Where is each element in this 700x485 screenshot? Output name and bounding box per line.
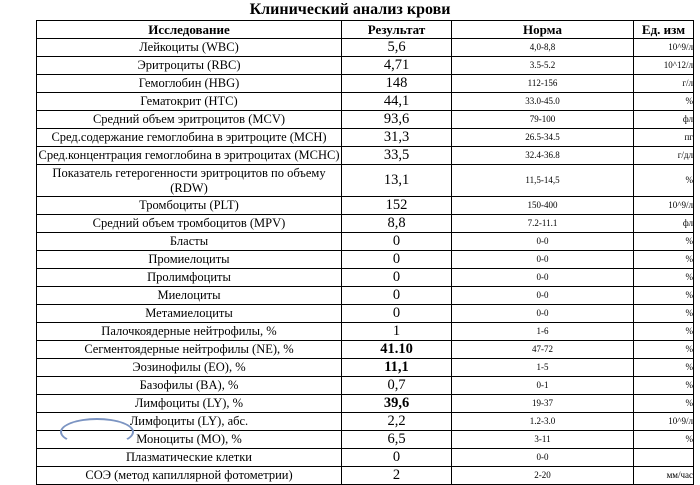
header-norm: Норма	[452, 21, 634, 39]
test-name: Метамиелоциты	[37, 305, 342, 323]
test-result: 0	[342, 269, 452, 287]
test-result: 93,6	[342, 111, 452, 129]
test-name: Показатель гетерогенности эритроцитов по объему (RDW)	[37, 165, 342, 197]
test-name: Плазматические клетки	[37, 449, 342, 467]
test-unit: 10^9/л	[634, 197, 694, 215]
test-name: Эозинофилы (EO), %	[37, 359, 342, 377]
test-result: 13,1	[342, 165, 452, 197]
header-unit: Ед. изм	[634, 21, 694, 39]
test-unit: %	[634, 165, 694, 197]
test-norm: 2-20	[452, 467, 634, 485]
test-norm: 0-0	[452, 449, 634, 467]
test-unit: г/л	[634, 75, 694, 93]
test-name: Промиелоциты	[37, 251, 342, 269]
test-name: Эритроциты (RBC)	[37, 57, 342, 75]
test-unit: %	[634, 287, 694, 305]
test-norm: 112-156	[452, 75, 634, 93]
test-name: Лейкоциты (WBC)	[37, 39, 342, 57]
table-row	[37, 359, 694, 377]
test-unit: %	[634, 233, 694, 251]
test-norm: 0-0	[452, 287, 634, 305]
test-name: Миелоциты	[37, 287, 342, 305]
test-norm: 7.2-11.1	[452, 215, 634, 233]
table-row	[37, 93, 694, 111]
test-name: Лимфоциты (LY), абс.	[37, 413, 342, 431]
test-result: 6,5	[342, 431, 452, 449]
test-result: 0	[342, 251, 452, 269]
test-norm: 1.2-3.0	[452, 413, 634, 431]
test-result: 31,3	[342, 129, 452, 147]
test-unit: %	[634, 251, 694, 269]
test-norm: 0-0	[452, 305, 634, 323]
stamp-seal	[60, 418, 134, 446]
test-norm: 47-72	[452, 341, 634, 359]
test-result: 2,2	[342, 413, 452, 431]
test-result: 0	[342, 449, 452, 467]
test-norm: 0-1	[452, 377, 634, 395]
table-row	[37, 431, 694, 449]
test-unit: %	[634, 359, 694, 377]
table-row	[37, 165, 694, 197]
test-result: 11,1	[342, 359, 452, 377]
table-row	[37, 147, 694, 165]
test-name: Пролимфоциты	[37, 269, 342, 287]
test-unit: мм/час	[634, 467, 694, 485]
report-title: Клинический анализ крови	[249, 1, 451, 18]
test-name: Сред.содержание гемоглобина в эритроците (MCH)	[37, 129, 342, 147]
table-row	[37, 197, 694, 215]
table-row	[37, 251, 694, 269]
test-result: 39,6	[342, 395, 452, 413]
test-unit: пг	[634, 129, 694, 147]
test-norm: 19-37	[452, 395, 634, 413]
test-result: 5,6	[342, 39, 452, 57]
test-unit: 10^9/л	[634, 413, 694, 431]
test-name: Палочкоядерные нейтрофилы, %	[37, 323, 342, 341]
test-result: 33,5	[342, 147, 452, 165]
test-name: Моноциты (MO), %	[37, 431, 342, 449]
test-result: 8,8	[342, 215, 452, 233]
table-row	[37, 377, 694, 395]
test-result: 4,71	[342, 57, 452, 75]
table-row	[37, 57, 694, 75]
table-row	[37, 287, 694, 305]
test-result: 1	[342, 323, 452, 341]
table-row	[37, 449, 694, 467]
header-test: Исследование	[37, 21, 342, 39]
table-row	[37, 233, 694, 251]
test-result: 44,1	[342, 93, 452, 111]
test-unit: %	[634, 305, 694, 323]
table-row	[37, 341, 694, 359]
test-name: Гематокрит (HTC)	[37, 93, 342, 111]
test-result: 0	[342, 233, 452, 251]
test-result: 2	[342, 467, 452, 485]
test-result: 0	[342, 287, 452, 305]
test-norm: 4,0-8,8	[452, 39, 634, 57]
table-row	[37, 395, 694, 413]
test-norm: 0-0	[452, 269, 634, 287]
table-row	[37, 269, 694, 287]
blood-test-table	[36, 20, 694, 485]
test-name: Лимфоциты (LY), %	[37, 395, 342, 413]
test-norm: 26.5-34.5	[452, 129, 634, 147]
test-name: Сегментоядерные нейтрофилы (NE), %	[37, 341, 342, 359]
test-result: 41.10	[342, 341, 452, 359]
test-result: 0,7	[342, 377, 452, 395]
table-row	[37, 323, 694, 341]
test-name: Базофилы (BA), %	[37, 377, 342, 395]
test-unit: %	[634, 431, 694, 449]
table-row	[37, 215, 694, 233]
test-result: 152	[342, 197, 452, 215]
test-name: Гемоглобин (HBG)	[37, 75, 342, 93]
table-row	[37, 467, 694, 485]
table-row	[37, 111, 694, 129]
test-norm: 0-0	[452, 233, 634, 251]
test-unit: %	[634, 323, 694, 341]
test-result: 0	[342, 305, 452, 323]
test-norm: 0-0	[452, 251, 634, 269]
test-name: Средний объем эритроцитов (MCV)	[37, 111, 342, 129]
test-norm: 32.4-36.8	[452, 147, 634, 165]
test-norm: 3.5-5.2	[452, 57, 634, 75]
test-norm: 33.0-45.0	[452, 93, 634, 111]
test-unit	[634, 449, 694, 467]
test-unit: %	[634, 377, 694, 395]
test-unit: %	[634, 269, 694, 287]
table-row	[37, 305, 694, 323]
test-unit: 10^12/л	[634, 57, 694, 75]
test-unit: фл	[634, 215, 694, 233]
table-header-row	[37, 21, 694, 39]
table-row	[37, 39, 694, 57]
test-unit: 10^9/л	[634, 39, 694, 57]
header-result: Результат	[342, 21, 452, 39]
test-norm: 11,5-14,5	[452, 165, 634, 197]
test-name: Тромбоциты (PLT)	[37, 197, 342, 215]
test-name: Средний объем тромбоцитов (MPV)	[37, 215, 342, 233]
test-name: Сред.концентрация гемоглобина в эритроцитах (MCHC)	[37, 147, 342, 165]
table-row	[37, 75, 694, 93]
test-unit: фл	[634, 111, 694, 129]
table-row	[37, 129, 694, 147]
test-unit: %	[634, 341, 694, 359]
test-unit: %	[634, 93, 694, 111]
test-norm: 79-100	[452, 111, 634, 129]
test-result: 148	[342, 75, 452, 93]
test-unit: г/дл	[634, 147, 694, 165]
table-row	[37, 413, 694, 431]
test-name: Бласты	[37, 233, 342, 251]
test-norm: 3-11	[452, 431, 634, 449]
test-name: СОЭ (метод капиллярной фотометрии)	[37, 467, 342, 485]
test-norm: 150-400	[452, 197, 634, 215]
test-norm: 1-5	[452, 359, 634, 377]
test-norm: 1-6	[452, 323, 634, 341]
test-unit: %	[634, 395, 694, 413]
